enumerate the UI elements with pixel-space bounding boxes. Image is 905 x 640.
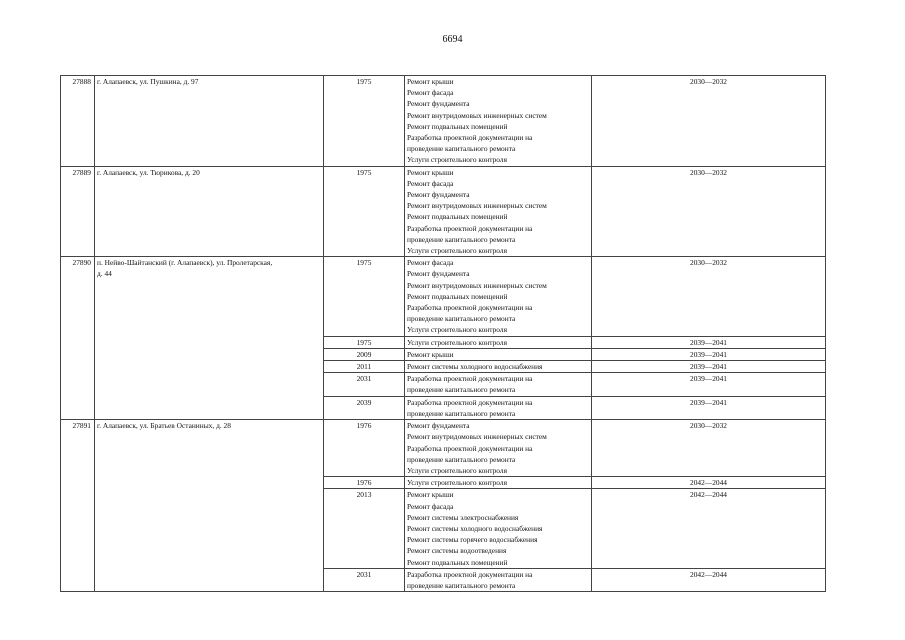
work-item: Ремонт фасада (407, 258, 454, 268)
build-year: 1975 (324, 76, 405, 167)
work-item: Ремонт крыши (407, 77, 454, 86)
repair-period: 2042—2044 (592, 489, 826, 568)
work-item: проведение капитального ремонта (407, 385, 516, 395)
work-item: Ремонт подвальных помещений (407, 291, 508, 301)
house-address: г. Алапаевск, ул. Тюрикова, д. 20 (95, 166, 324, 257)
build-year: 2013 (324, 489, 405, 568)
work-item: проведение капитального ремонта (407, 234, 516, 244)
work-item: Ремонт системы электроснабжения (407, 512, 519, 522)
repair-period: 2030—2032 (592, 420, 826, 477)
build-year: 2031 (324, 373, 405, 396)
work-item: Ремонт системы холодного водоснабжения (407, 523, 543, 533)
works-list (405, 76, 592, 167)
work-item: Ремонт фундамента (407, 421, 470, 431)
repair-period: 2030—2032 (592, 76, 826, 167)
work-item: Ремонт фасада (407, 178, 454, 188)
work-item: Услуги строительного контроля (407, 246, 507, 256)
repair-period: 2030—2032 (592, 166, 826, 257)
repair-period: 2039—2041 (592, 336, 826, 348)
work-item: Ремонт крыши (407, 490, 454, 500)
work-item: Услуги строительного контроля (407, 465, 507, 475)
build-year: 1976 (324, 477, 405, 489)
table-row (61, 166, 826, 257)
build-year: 2009 (324, 348, 405, 360)
build-year: 2031 (324, 568, 405, 591)
work-item: проведение капитального ремонта (407, 454, 516, 464)
table-row (61, 420, 826, 477)
work-item: Ремонт крыши (407, 167, 454, 177)
repair-period: 2039—2041 (592, 373, 826, 396)
address-line: д. 44 (97, 269, 112, 279)
works-list (405, 361, 592, 373)
repair-schedule-table (60, 75, 826, 592)
works-list (405, 477, 592, 489)
house-id: 27888 (61, 76, 95, 167)
house-address: г. Алапаевск, ул. Пушкина, д. 97 (95, 76, 324, 167)
works-list (405, 420, 592, 477)
work-item: Ремонт системы холодного водоснабжения (407, 362, 543, 372)
repair-period: 2030—2032 (592, 257, 826, 336)
works-list (405, 336, 592, 348)
build-year: 1975 (324, 166, 405, 257)
work-item: Ремонт крыши (407, 349, 454, 359)
works-list (405, 568, 592, 591)
table-row (61, 76, 826, 167)
works-list (405, 396, 592, 419)
repair-period: 2042—2044 (592, 568, 826, 591)
repair-period: 2042—2044 (592, 477, 826, 489)
work-item: Разработка проектной документации на (407, 569, 533, 579)
work-item: Услуги строительного контроля (407, 325, 507, 335)
work-item: Ремонт внутридомовых инженерных систем (407, 110, 547, 120)
works-list (405, 257, 592, 336)
work-item: Ремонт фасада (407, 88, 454, 98)
works-list (405, 348, 592, 360)
work-item: Ремонт фундамента (407, 99, 470, 109)
work-item: проведение капитального ремонта (407, 314, 516, 324)
work-item: Услуги строительного контроля (407, 337, 507, 347)
work-item: проведение капитального ремонта (407, 408, 516, 418)
work-item: Разработка проектной документации на (407, 133, 533, 143)
work-item: Услуги строительного контроля (407, 155, 507, 165)
work-item: Ремонт фундамента (407, 269, 470, 279)
work-item: Ремонт подвальных помещений (407, 121, 508, 131)
build-year: 1976 (324, 420, 405, 477)
build-year: 1975 (324, 257, 405, 336)
build-year: 1975 (324, 336, 405, 348)
works-list (405, 373, 592, 396)
works-list (405, 489, 592, 568)
work-item: проведение капитального ремонта (407, 580, 516, 590)
work-item: Ремонт системы водоотведения (407, 546, 507, 556)
work-item: проведение капитального ремонта (407, 144, 516, 154)
work-item: Ремонт фасада (407, 501, 454, 511)
house-address (95, 257, 324, 420)
work-item: Разработка проектной документации на (407, 303, 533, 313)
work-item: Ремонт внутридомовых инженерных систем (407, 432, 547, 442)
work-item: Ремонт подвальных помещений (407, 212, 508, 222)
house-id: 27891 (61, 420, 95, 592)
work-item: Ремонт системы горячего водоснабжения (407, 535, 538, 545)
address-line: п. Нейво-Шайтанский (г. Алапаевск), ул. Пролетарская, (97, 258, 273, 268)
work-item: Разработка проектной документации на (407, 374, 533, 384)
build-year: 2011 (324, 361, 405, 373)
page-number: 6694 (442, 34, 463, 45)
work-item: Ремонт внутридомовых инженерных систем (407, 280, 547, 290)
house-address: г. Алапаевск, ул. Братьев Останиных, д. 28 (95, 420, 324, 592)
build-year: 2039 (324, 396, 405, 419)
work-item: Ремонт внутридомовых инженерных систем (407, 201, 547, 211)
table-row (61, 257, 826, 336)
house-id: 27890 (61, 257, 95, 420)
work-item: Услуги строительного контроля (407, 478, 507, 488)
works-list (405, 166, 592, 257)
work-item: Разработка проектной документации на (407, 397, 533, 407)
repair-period: 2039—2041 (592, 361, 826, 373)
repair-period: 2039—2041 (592, 348, 826, 360)
repair-period: 2039—2041 (592, 396, 826, 419)
house-id: 27889 (61, 166, 95, 257)
work-item: Ремонт подвальных помещений (407, 557, 508, 567)
work-item: Ремонт фундамента (407, 190, 470, 200)
work-item: Разработка проектной документации на (407, 443, 533, 453)
work-item: Разработка проектной документации на (407, 223, 533, 233)
